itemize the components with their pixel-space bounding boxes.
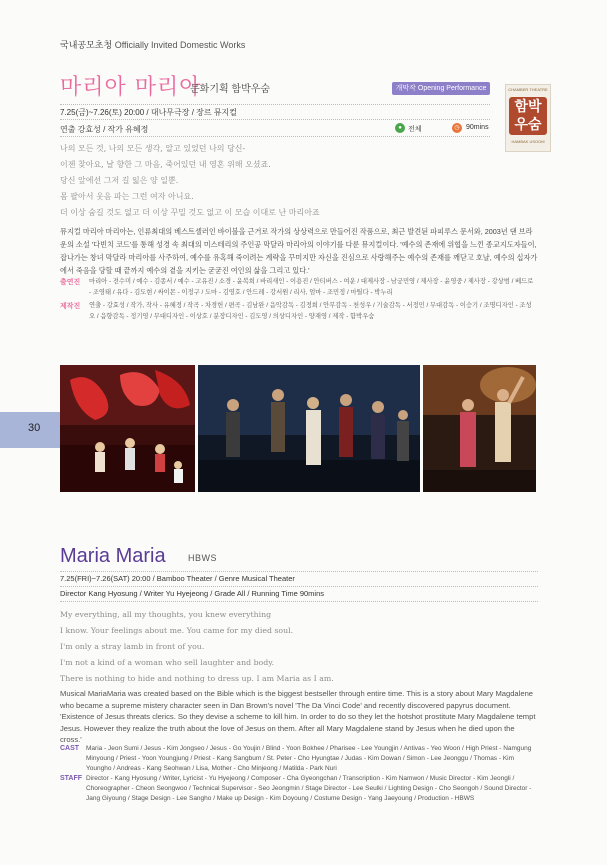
company-logo (505, 84, 551, 152)
section-label-en: Officially Invited Domestic Works (114, 40, 246, 50)
verse-line: I'm only a stray lamb in front of you. (60, 642, 205, 651)
cast-label-ko: 출연진 (60, 279, 81, 286)
verse-line: I'm not a kind of a woman who sell laughter and body. (60, 658, 275, 667)
schedule-ko: 7.25(금)~7.26(토) 20:00 / 대나무극장 / 장르 뮤지컬 (60, 108, 238, 117)
page-number: 30 (28, 422, 41, 434)
synopsis-ko: 뮤지컬 마리아 마리아는, 인류최대의 베스트셀러인 바이블을 근거로 작가의 상상력으로 만들어진 작품으로, 최근 발견된 파피루스 문서와, 2003년 댄 브라운의 소설 '다빈치 코드'를 통해 성경 속 최대의 미스테리의 주인공 막달라 마리아의 이야기를 다룬 뮤지컬이다. '예수의 존재에 위협을 느낀 종교지도자들이, 잡나가는 창녀 막달라 마리아를 사주하여, 예수를 유혹해 죽이려는 계략을 꾸미지만 자신을 진심으로 사랑해주는 예수의 존재를 깨닫고 호날, 예수의 십자가에서 죽음을 당할 때 끝까지 예수의 곁을 지키는 굳굳진 여인의 삶을 그리고 있다.' (60, 227, 538, 275)
verse-en (60, 607, 530, 687)
schedule-en: 7.25(FRI)~7.26(SAT) 20:00 / Bamboo Theater / Genre Musical Theater (60, 574, 295, 583)
logo-bottom-text: HAMBAK USOOM (511, 139, 545, 144)
staff-label-en: STAFF (60, 775, 83, 782)
divider (60, 586, 538, 587)
stage-photo-crowd-scene (198, 365, 420, 492)
production-photo-2 (198, 365, 420, 492)
cast-list-ko: 마리아 - 전수미 / 예수 - 김종서 / 예수 - 고유진 / 소경 - 윤복희 / 바리새인 - 이용진 / 안티버스 - 여운 / 대제사장 - 남궁민영 / 제사장 - 윤영중 / 제사장 - 강상범 / 베드로 - 조영태 / 유다 - 김도현 / 싸이몬 - 이정구 / 도마 - 김영호 / 안드레 - 강서원 / 리사, 엄마 - 조민정 / 마틸다 - 박누리 (89, 278, 534, 296)
clock-icon: ◷ (452, 123, 462, 133)
credits-line-en: Director Kang Hyosung / Writer Yu Hyejeong / Grade All / Running Time 90mins (60, 589, 325, 598)
opening-badge: 개막작 Opening Performance (392, 82, 490, 95)
logo-mark (509, 97, 547, 135)
staff-list-en: Director - Kang Hyosung / Writer, Lyricist - Yu Hyejeong / Composer - Cha Gyeongchan / Transcription - Kim Namwon / Music Director - Kim Jeongli / Choreographer - Cheon Seongwoo / Technical Supervisor - Seo Jeongmin / Stage Director - Lee Seulki / Lighting Design - Cho Seongoh / Sound Director - Jang Giyoung / Stage Design - Lee Sangho / Make up Design - Kim Doyoung / Costume Design - Yang Jaeyoung / Production - HBWS (86, 775, 532, 802)
company-name-en: HBWS (188, 553, 217, 563)
verse-line: There is nothing to hide and nothing to dress up. I am Maria as I am. (60, 674, 334, 683)
verse-line: 당신 앞에선 그저 길 잃은 양 일뿐. (60, 176, 179, 185)
divider (60, 136, 490, 137)
verse-ko (60, 141, 500, 221)
page-number-tab (0, 412, 60, 448)
stage-photo-red-scene (60, 365, 195, 492)
logo-top-text: CHAMBER THEATRE (508, 87, 548, 92)
verse-line: 몸 팔아서 웃음 파는 그런 여자 아니요. (60, 192, 194, 201)
production-photo-3 (423, 365, 536, 492)
synopsis-en: Musical MariaMaria was created based on the Bible which is the biggest bestseller through entire time. This is a story about Mary Magdalene who became a supreme mistery character seen in Dan Brown's novel 'The Da Vinci Code' and recently discovered papyrus document. 'Existence of Jesus threats clerics. So they devise a scheme to kill him. In order to do so they let the hotshot prostitute Mary Magdalene tempt Jesus. However they realize the truth about the love of Jesus on them. After all Mary Magdalene stand by Jesus when he died upon the cross.' (60, 689, 536, 744)
divider (60, 601, 538, 602)
page-title-ko: 마리아 마리아 (60, 75, 202, 100)
cast-list-en: Maria - Jeon Sumi / Jesus - Kim Jongseo / Jesus - Go Youjin / Blind - Yoon Bokhee / Pharisee - Lee Youngjin / Antivas - Yeo Woon / High Priest - Namgung Minyoung / Priest - Yoon Youngjung / Priest - Kang Sangbum / St. Peter - Cho Hyungtae / Judas - Kim Dowan / Simon - Lee Jeonggu / Thomas - Kim Youngho / Andreas - Kang Seohwan / Lisa, Mother - Cho Minjeong / Matilda - Park Nuri (86, 745, 532, 772)
company-name-ko: 문화기획 함박우숨 (190, 84, 271, 95)
section-label (60, 38, 245, 51)
section-label-ko: 국내공모초청 (60, 40, 113, 50)
cast-label-en: CAST (60, 745, 80, 752)
divider (60, 104, 490, 105)
divider (60, 119, 490, 120)
staff-label-ko: 제작진 (60, 303, 81, 310)
rating-label: 전체 (408, 126, 422, 133)
stage-photo-duet-scene (423, 365, 536, 492)
verse-line: 더 이상 숨길 것도 없고 더 이상 꾸밀 것도 없고 이 모습 이대로 난 마리아죠 (60, 208, 320, 217)
divider (60, 571, 538, 572)
runtime-label: 90mins (466, 124, 489, 131)
verse-line: 나의 모든 것, 나의 모든 생각, 알고 있었던 나의 당신- (60, 144, 246, 153)
page-title-en: Maria Maria (60, 545, 166, 567)
logo-mark-text: 함박우숨 (514, 99, 542, 133)
verse-line: My everything, all my thoughts, you knew everything (60, 610, 272, 619)
person-icon: ● (395, 123, 405, 133)
verse-line: I know. Your feelings about me. You came for my died soul. (60, 626, 294, 635)
production-photo-1 (60, 365, 195, 492)
credits-line-ko: 연출 강효성 / 작가 유혜정 (60, 125, 149, 134)
verse-line: 이젠 찾아요, 날 향한 그 마음, 죽어있던 내 영혼 위해 오셨죠. (60, 160, 271, 169)
staff-list-ko: 연출 - 강효성 / 작가, 작사 - 유혜정 / 작곡 - 차경헌 / 편곡 - 김남완 / 음악감독 - 김정희 / 안무감독 - 천성우 / 기술감독 - 서정민 / 무대감독 - 이승기 / 조명디자인 - 조성오 / 음향감독 - 정기영 / 무대디자인 - 이상호 / 분장디자인 - 김도영 / 의상디자인 - 양재영 / 제작 - 함박우숨 (89, 302, 532, 320)
